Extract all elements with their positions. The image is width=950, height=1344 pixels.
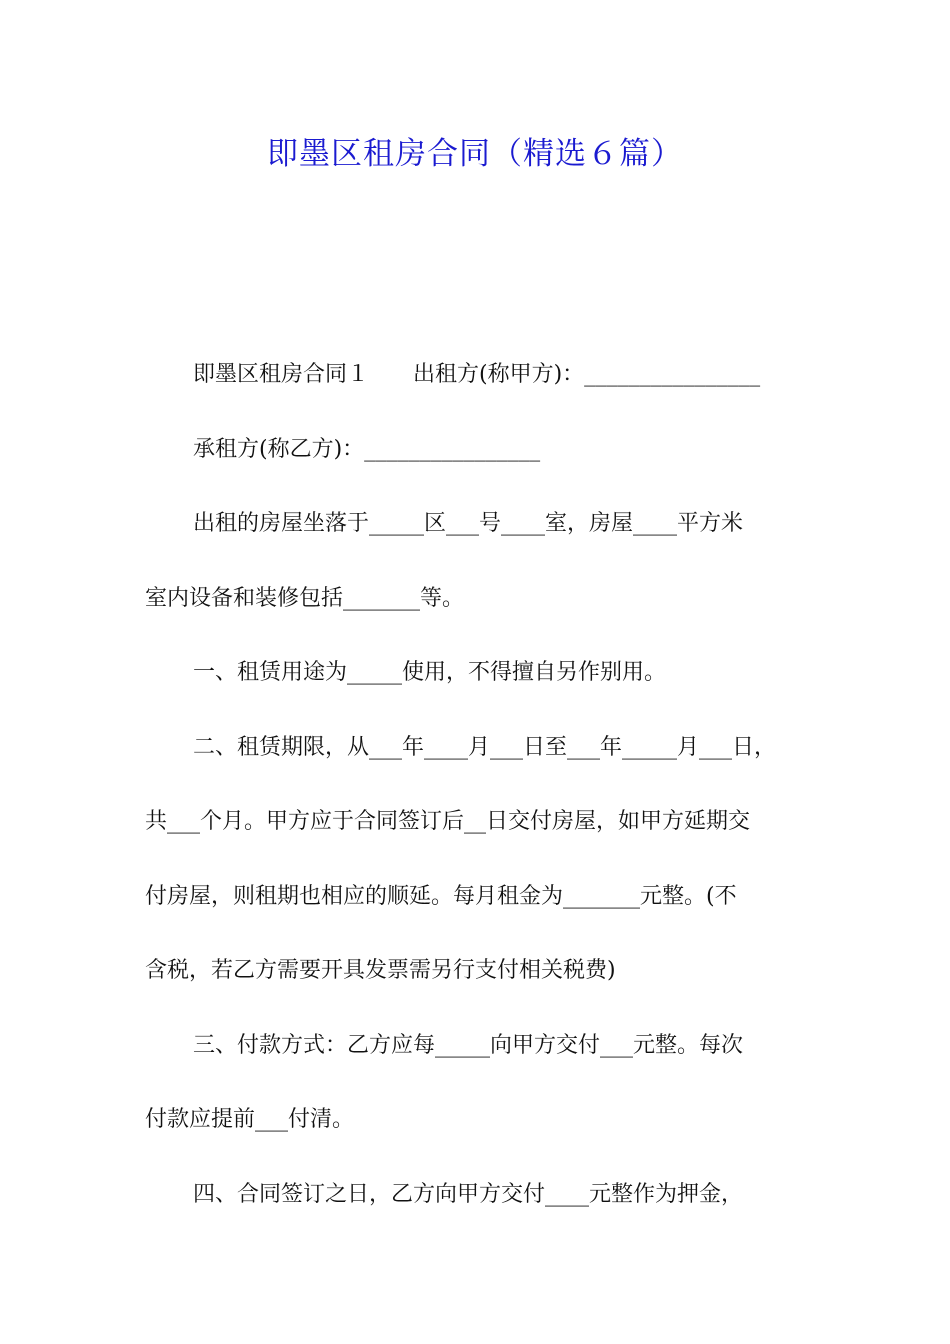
document-title: 即墨区租房合同（精选６篇） [267,136,683,172]
paragraph-line: 承租方(称乙方)：________________ [193,436,541,462]
paragraph-line: 四、合同签订之日，乙方向甲方交付____元整作为押金， [193,1181,744,1207]
paragraph-line: 室内设备和装修包括_______等。 [145,585,465,611]
lessor-field: 出租方(称甲方)：________________ [413,362,761,387]
paragraph-line: 一、租赁用途为_____使用，不得擅自另作别用。 [193,660,667,685]
paragraph-line: 三、付款方式：乙方应每_____向甲方交付___元整。每次 [193,1032,744,1058]
paragraph-line: 付房屋，则租期也相应的顺延。每月租金为_______元整。(不 [145,883,737,909]
paragraph-line: 二、租赁期限，从___年____月___日至___年_____月___日， [193,734,777,760]
document-body [145,338,817,1232]
paragraph-line: 出租的房屋坐落于_____区___号____室，房屋____平方米 [193,511,744,536]
contract-number-label: 即墨区租房合同１ [193,362,370,387]
paragraph-line: 含税，若乙方需要开具发票需另行支付相关税费) [145,958,616,983]
paragraph-line: 共___个月。甲方应于合同签订后__日交付房屋，如甲方延期交 [145,809,751,834]
paragraph-line: 付款应提前___付清。 [145,1107,355,1132]
paragraph-line [145,338,817,413]
